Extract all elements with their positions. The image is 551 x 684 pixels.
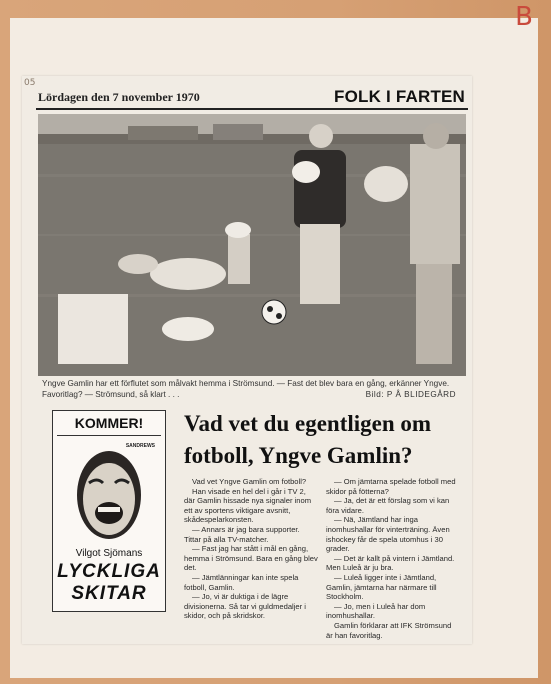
- article-column-2: [326, 477, 460, 640]
- dateline: Lördagen den 7 november 1970: [38, 90, 200, 104]
- pencil-note: 05: [24, 78, 36, 88]
- laughing-face-illustration: [71, 445, 147, 545]
- paragraph: — Jämtlänningar kan inte spela fotboll, Gamlin.: [184, 572, 299, 592]
- paragraph: Han visade en hel del i går i TV 2, där Gamlin hissade nya signaler inom ett av sportens viktigare avsnitt, skådespelarkonsten.: [184, 486, 312, 525]
- article-headline: Vad vet du egentligen om fotboll, Yngve Gamlin?: [184, 411, 432, 468]
- caption-text: Yngve Gamlin har ett förflutet som målvakt hemma i Strömsund. — Fast det blev bara en gång, erkänner Yngve. Favoritlag? — Strömsund, så klart . . .: [42, 379, 450, 399]
- ad-author: Vilgot Sjömans: [75, 548, 143, 559]
- photo-caption: [42, 378, 462, 400]
- ad-divider: [57, 435, 161, 436]
- paragraph: — Ja, det är ett förslag som vi kan föra vidare.: [326, 496, 450, 515]
- paragraph: — Annars är jag bara supporter. Tittar på alla TV-matcher.: [184, 524, 300, 544]
- paragraph: Vad vet Yngve Gamlin om fotboll?: [192, 477, 307, 486]
- paragraph: — Fast jag har stått i mål en gång, hemma i Strömsund. Bara en gång blev det.: [184, 544, 318, 573]
- ad-book-title-line1: LYCKLIGA: [57, 561, 161, 582]
- paragraph: Gamlin förklarar att IFK Strömsund är han favoritlag.: [326, 620, 452, 640]
- section-title: FOLK I FARTEN: [334, 87, 466, 106]
- paragraph: — Det är kallt på vintern i Jämtland. Men Luleå är ju bra.: [326, 553, 455, 573]
- page-letter-mark: B: [515, 2, 533, 32]
- paragraph: — Nä, Jämtland har inga inomhushallar för vinterträning. Även ishockey får de spela utomhus i 30 grader.: [326, 515, 450, 554]
- football-photo: [38, 114, 466, 376]
- book-advertisement: [52, 410, 166, 612]
- ad-book-title-line2: SKITAR: [71, 583, 147, 604]
- photo-illustration: [38, 114, 466, 376]
- paragraph: — Jo, vi är duktiga i de lägre divisionerna. Så tar vi guldmedaljer i skidor, och på skridskor.: [184, 592, 306, 621]
- photo-credit: Bild: P Å BLIDEGÅRD: [365, 390, 456, 399]
- ad-title: KOMMER!: [74, 415, 144, 431]
- header-rule: [36, 108, 468, 110]
- ad-brand: SANDREWS: [125, 443, 155, 449]
- paragraph: — Om jämtarna spelade fotboll med skidor på fötterna?: [326, 477, 456, 496]
- paragraph: — Luleå ligger inte i Jämtland, Gamlin, jämtarna har närmare till Stockholm.: [326, 572, 437, 602]
- article-column-1: [184, 477, 318, 621]
- paragraph: — Jo, men i Luleå har dom inomhushallar.: [326, 601, 426, 621]
